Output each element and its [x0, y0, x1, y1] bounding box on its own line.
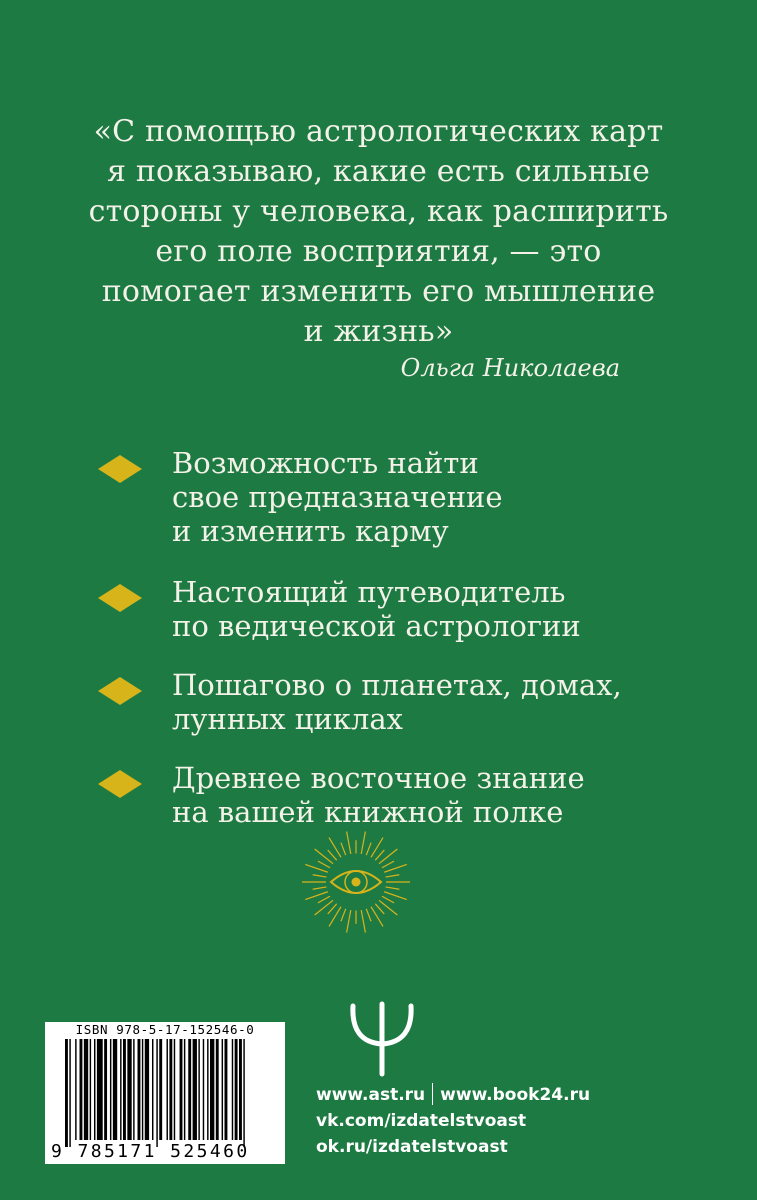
feature-line: на вашей книжной полке	[172, 795, 564, 829]
quote-line: «С помощью астрологических карт	[93, 114, 664, 149]
feature-line: свое предназначение	[172, 480, 503, 514]
isbn-label: ISBN 978-5-17-152546-0	[75, 1022, 255, 1037]
feature-item	[95, 446, 715, 548]
diamond-bullet-icon	[98, 770, 142, 784]
divider	[432, 1083, 433, 1105]
feature-line: лунных циклах	[172, 702, 403, 736]
site-link-book24[interactable]: www.book24.ru	[440, 1085, 591, 1105]
feature-item	[95, 761, 715, 829]
quote-line: стороны у человека, как расширить	[88, 194, 669, 229]
feature-list	[95, 446, 715, 854]
psi-logo-icon	[345, 1000, 419, 1078]
quote-line: помогает изменить его мышление	[101, 274, 656, 309]
website-links	[316, 1082, 616, 1160]
diamond-bullet-icon	[98, 584, 142, 598]
isbn-barcode	[45, 1022, 285, 1164]
site-link-ok[interactable]: ok.ru/izdatelstvoast	[316, 1137, 508, 1157]
site-link-vk[interactable]: vk.com/izdatelstvoast	[316, 1111, 527, 1131]
feature-line: Возможность найти	[172, 446, 479, 480]
feature-item	[95, 575, 715, 643]
isbn-digits: 9 785171 525460	[51, 1141, 250, 1162]
feature-line: и изменить карму	[172, 514, 449, 548]
feature-line: Пошагово о планетах, домах,	[172, 668, 622, 702]
feature-line: по ведической астрологии	[172, 609, 581, 643]
quote-line: его поле восприятия, — это	[155, 234, 602, 269]
site-link-ast[interactable]: www.ast.ru	[316, 1085, 426, 1105]
feature-line: Настоящий путеводитель	[172, 575, 566, 609]
diamond-bullet-icon	[98, 677, 142, 691]
quote-line: я показываю, какие есть сильные	[106, 154, 651, 189]
quote-author: Ольга Николаева	[400, 354, 620, 382]
diamond-bullet-icon	[98, 455, 142, 469]
feature-item	[95, 668, 715, 736]
eye-emblem-icon	[291, 826, 421, 938]
feature-line: Древнее восточное знание	[172, 761, 585, 795]
quote-line: и жизнь»	[303, 314, 454, 349]
quote-block	[40, 112, 717, 352]
